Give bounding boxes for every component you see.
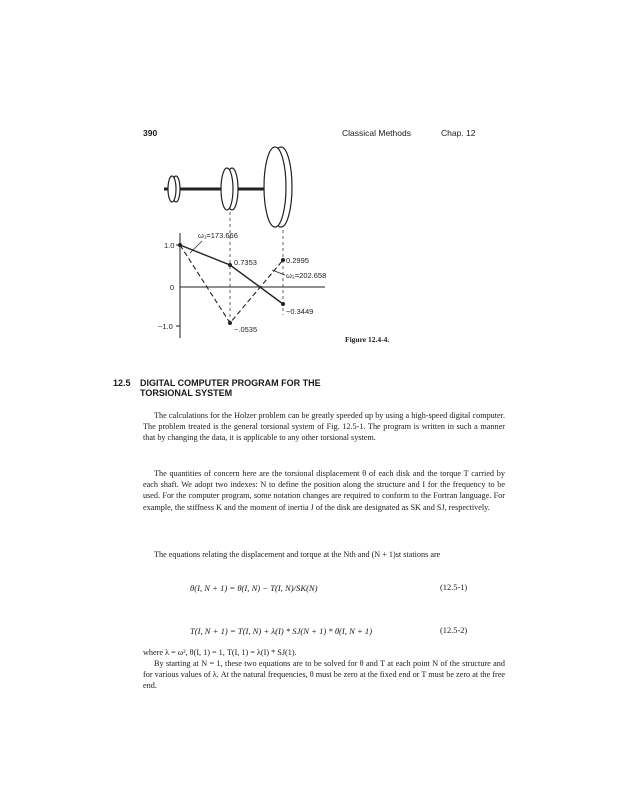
mode-omega1 xyxy=(180,245,283,304)
equation-number-2: (12.5-2) xyxy=(440,626,468,635)
paragraph-4: where λ = ω², θ(I, 1) = 1, T(I, 1) = λ(I) * SJ(1). xyxy=(143,648,297,657)
section-title-line1: DIGITAL COMPUTER PROGRAM FOR THE xyxy=(140,378,321,388)
y-tick-0: 0 xyxy=(170,283,175,292)
section-title-line2: TORSIONAL SYSTEM xyxy=(140,388,233,398)
y-tick-1: 1.0 xyxy=(164,241,175,250)
y-tick-neg1: −1.0 xyxy=(158,322,173,331)
section-heading xyxy=(113,378,321,398)
value-03449: −0.3449 xyxy=(286,307,314,316)
value-0535: −.0535 xyxy=(234,325,258,334)
omega2-label: ω₂=202.658 xyxy=(286,271,327,280)
paragraph-1: The calculations for the Holzer problem can be greatly speeded up by using a high-speed digital computer. The problem treated is the general torsional system of Fig. 12.5-1. The program is written in such a manner that by changing the data, it is applicable to any other torsional system. xyxy=(143,411,505,443)
chapter-label: Chap. 12 xyxy=(441,128,476,138)
paragraph-5: By starting at N = 1, these two equations are to be solved for θ and T at each point N of the structure and for various values of λ. At the natural frequencies, θ must be zero at the fixed end or T must be zero at the free end. xyxy=(143,659,505,691)
omega1-label: ω₁=173.666 xyxy=(198,231,238,240)
mode-shape-figure xyxy=(150,140,350,340)
running-title: Classical Methods xyxy=(342,128,411,138)
section-number: 12.5 xyxy=(113,378,131,388)
page-number: 390 xyxy=(143,128,158,138)
value-07353: 0.7353 xyxy=(234,258,257,267)
mode-omega2 xyxy=(180,245,283,323)
paragraph-2: The quantities of concern here are the torsional displacement θ of each disk and the torque T carried by each shaft. We adopt two indexes: N to define the position along the structure and I for the frequency to be used. For the computer program, some notation changes are required to conform to the Fortran language. For example, the stiffness K and the moment of inertia J of the disk are designated as SK and SJ, respectively. xyxy=(143,469,505,512)
equation-12-5-2: T(I, N + 1) = T(I, N) + λ(I) * SJ(N + 1) * θ(I, N + 1) xyxy=(190,626,373,636)
value-02995: 0.2995 xyxy=(286,256,309,265)
paragraph-3: The equations relating the displacement and torque at the Nth and (N + 1)st stations are xyxy=(154,550,441,559)
equation-number-1: (12.5-1) xyxy=(440,583,468,592)
figure-caption: Figure 12.4-4. xyxy=(345,335,390,344)
equation-12-5-1: θ(I, N + 1) = θ(I, N) − T(I, N)/SK(N) xyxy=(190,583,318,593)
